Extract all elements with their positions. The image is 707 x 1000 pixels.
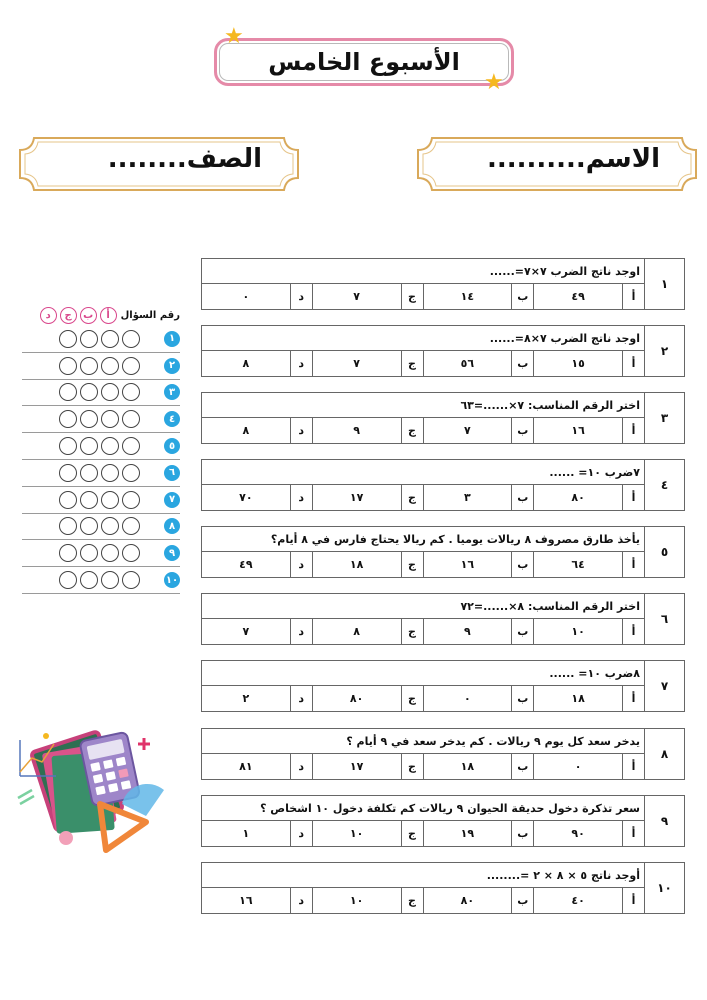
question-block	[201, 526, 685, 578]
option-letter: ب	[511, 351, 533, 376]
question-number: ٥	[644, 527, 684, 577]
answer-option[interactable]	[312, 485, 423, 510]
answer-bubble[interactable]	[122, 544, 140, 562]
answer-sheet-header	[22, 304, 180, 326]
option-letter: د	[290, 686, 312, 711]
answer-bubble[interactable]	[59, 383, 77, 401]
answer-bubble[interactable]	[59, 410, 77, 428]
answer-bubble[interactable]	[101, 410, 119, 428]
answer-bubble[interactable]	[122, 383, 140, 401]
option-value: ١٠	[349, 827, 364, 840]
question-text: ٨ضرب ١٠= ......	[202, 661, 644, 686]
option-value: ١٤	[460, 290, 475, 303]
answer-bubble[interactable]	[122, 330, 140, 348]
answer-option[interactable]	[533, 552, 644, 577]
question-number: ٦	[644, 594, 684, 644]
answer-option[interactable]	[202, 351, 312, 376]
option-value: ١٦	[239, 894, 253, 907]
answer-option[interactable]	[533, 485, 644, 510]
question-block	[201, 325, 685, 377]
answer-option[interactable]	[312, 619, 423, 644]
question-options	[202, 485, 644, 510]
class-field-label: الصف........	[107, 144, 262, 174]
answer-option[interactable]	[533, 754, 644, 779]
answer-sheet-header-label: رقم السؤال	[120, 309, 180, 321]
answer-bubble[interactable]	[122, 491, 140, 509]
answer-option[interactable]	[533, 888, 644, 913]
option-letter: د	[290, 351, 312, 376]
option-letter: د	[290, 821, 312, 846]
option-value: ١٧	[349, 760, 364, 773]
answer-option[interactable]	[533, 619, 644, 644]
question-number-badge: ٥	[164, 438, 180, 454]
option-value: ٤٩	[571, 290, 585, 303]
option-value: ٨	[242, 424, 250, 437]
option-value: ٧	[353, 357, 360, 370]
choice-chip: د	[40, 307, 57, 324]
option-letter: أ	[622, 418, 644, 443]
answer-bubble[interactable]	[122, 410, 140, 428]
answer-option[interactable]	[533, 821, 644, 846]
answer-bubble[interactable]	[80, 464, 98, 482]
option-value: ١٧	[349, 491, 364, 504]
answer-option[interactable]	[533, 686, 644, 711]
option-value: ٨	[242, 357, 250, 370]
answer-sheet-row	[22, 540, 180, 567]
answer-bubble[interactable]	[80, 571, 98, 589]
page-title: الأسبوع الخامس	[268, 48, 460, 76]
answer-bubble[interactable]	[80, 544, 98, 562]
option-value: ٠	[464, 692, 471, 705]
answer-option[interactable]	[533, 418, 644, 443]
question-number: ٧	[644, 661, 684, 711]
answer-sheet-row	[22, 353, 180, 380]
option-letter: ب	[511, 418, 533, 443]
answer-bubble[interactable]	[59, 571, 77, 589]
answer-option[interactable]	[423, 821, 534, 846]
option-value: ٨٠	[571, 491, 585, 504]
answer-option[interactable]	[312, 351, 423, 376]
answer-sheet-row	[22, 433, 180, 460]
option-letter: ج	[401, 821, 423, 846]
answer-bubble[interactable]	[101, 571, 119, 589]
answer-sheet-rows	[22, 326, 180, 594]
choice-chip: ج	[60, 307, 77, 324]
option-letter: د	[290, 418, 312, 443]
plus-icon	[138, 738, 150, 750]
answer-option[interactable]	[423, 686, 534, 711]
option-letter: أ	[622, 552, 644, 577]
question-options	[202, 821, 644, 846]
answer-bubble[interactable]	[80, 517, 98, 535]
option-letter: ج	[401, 552, 423, 577]
answer-bubble[interactable]	[122, 517, 140, 535]
answer-option[interactable]	[202, 619, 312, 644]
question-text: اوجد ناتج الضرب ٧×٨=......	[202, 326, 644, 351]
answer-bubble[interactable]	[80, 330, 98, 348]
option-letter: د	[290, 552, 312, 577]
option-value: ٨٠	[349, 692, 364, 705]
option-letter: ب	[511, 888, 533, 913]
math-tools-illustration	[14, 726, 170, 856]
option-value: ١٠	[571, 625, 585, 638]
question-number-badge: ٤	[164, 411, 180, 427]
option-value: ١٦	[571, 424, 585, 437]
question-options	[202, 284, 644, 309]
answer-bubble[interactable]	[59, 437, 77, 455]
answer-option[interactable]	[423, 888, 534, 913]
option-letter: أ	[622, 686, 644, 711]
option-value: ٥٦	[460, 357, 475, 370]
answer-bubble[interactable]	[101, 437, 119, 455]
option-letter: د	[290, 754, 312, 779]
question-block	[201, 660, 685, 712]
answer-option[interactable]	[312, 821, 423, 846]
answer-bubble[interactable]	[59, 464, 77, 482]
option-letter: ج	[401, 351, 423, 376]
option-value: ٦٤	[571, 558, 585, 571]
option-letter: أ	[622, 821, 644, 846]
answer-option[interactable]	[423, 418, 534, 443]
answer-option[interactable]	[202, 754, 312, 779]
answer-bubble[interactable]	[101, 517, 119, 535]
star-icon: ★	[484, 70, 504, 95]
name-field-label: الاسم..........	[487, 144, 660, 174]
option-letter: أ	[622, 351, 644, 376]
question-number-badge: ٨	[164, 518, 180, 534]
option-letter: ج	[401, 418, 423, 443]
option-value: ٤٩	[239, 558, 253, 571]
question-block	[201, 392, 685, 444]
answer-sheet-row	[22, 487, 180, 514]
answer-option[interactable]	[312, 754, 423, 779]
option-letter: أ	[622, 284, 644, 309]
option-letter: ج	[401, 619, 423, 644]
option-value: ١	[242, 827, 250, 840]
answer-sheet	[22, 304, 180, 594]
answer-bubble[interactable]	[122, 357, 140, 375]
option-value: ١٥	[571, 357, 585, 370]
question-number-badge: ١	[164, 331, 180, 347]
question-text: اختر الرقم المناسب: ٨×......=٧٢	[202, 594, 644, 619]
dot-icon	[43, 733, 49, 739]
answer-option[interactable]	[202, 284, 312, 309]
answer-bubble[interactable]	[101, 491, 119, 509]
choice-chip: ب	[80, 307, 97, 324]
answer-sheet-row	[22, 460, 180, 487]
question-block	[201, 728, 685, 780]
answer-bubble[interactable]	[59, 491, 77, 509]
option-value: ٨	[353, 625, 360, 638]
question-options	[202, 754, 644, 779]
question-block	[201, 795, 685, 847]
answer-bubble[interactable]	[122, 464, 140, 482]
option-letter: ب	[511, 552, 533, 577]
option-letter: أ	[622, 754, 644, 779]
question-number-badge: ٩	[164, 545, 180, 561]
answer-option[interactable]	[533, 351, 644, 376]
answer-option[interactable]	[202, 552, 312, 577]
answer-bubble[interactable]	[101, 357, 119, 375]
question-number-badge: ١٠	[164, 572, 180, 588]
answer-bubble[interactable]	[101, 464, 119, 482]
question-text: سعر تذكرة دخول حديقة الحيوان ٩ ريالات كم تكلفة دخول ١٠ اشخاص ؟	[202, 796, 644, 821]
question-number: ٨	[644, 729, 684, 779]
option-letter: ج	[401, 888, 423, 913]
option-letter: أ	[622, 619, 644, 644]
question-block	[201, 459, 685, 511]
option-letter: د	[290, 284, 312, 309]
question-block	[201, 593, 685, 645]
question-number-badge: ٢	[164, 358, 180, 374]
answer-option[interactable]	[202, 888, 312, 913]
option-letter: ب	[511, 686, 533, 711]
question-number-badge: ٦	[164, 465, 180, 481]
answer-option[interactable]	[423, 351, 534, 376]
answer-bubble[interactable]	[80, 383, 98, 401]
option-value: ٩٠	[571, 827, 585, 840]
answer-option[interactable]	[312, 284, 423, 309]
option-value: ٩	[353, 424, 360, 437]
option-letter: ج	[401, 284, 423, 309]
answer-bubble[interactable]	[59, 544, 77, 562]
answer-bubble[interactable]	[101, 330, 119, 348]
question-text: يدخر سعد كل يوم ٩ ريالات . كم يدخر سعد في ٩ أيام ؟	[202, 729, 644, 754]
answer-bubble[interactable]	[122, 571, 140, 589]
answer-bubble[interactable]	[59, 517, 77, 535]
option-letter: ج	[401, 754, 423, 779]
option-letter: ب	[511, 821, 533, 846]
question-options	[202, 552, 644, 577]
question-number: ٤	[644, 460, 684, 510]
answer-bubble[interactable]	[122, 437, 140, 455]
answer-sheet-row	[22, 406, 180, 433]
answer-sheet-row	[22, 326, 180, 353]
class-banner	[18, 136, 300, 192]
question-number: ٢	[644, 326, 684, 376]
question-options	[202, 888, 644, 913]
option-letter: ب	[511, 284, 533, 309]
title-box	[214, 38, 514, 86]
answer-option[interactable]	[423, 485, 534, 510]
answer-option[interactable]	[312, 686, 423, 711]
option-letter: ج	[401, 686, 423, 711]
answer-option[interactable]	[423, 552, 534, 577]
option-value: ٨٠	[460, 894, 475, 907]
question-number-badge: ٧	[164, 492, 180, 508]
option-letter: ب	[511, 754, 533, 779]
option-value: ١٨	[349, 558, 364, 571]
answer-option[interactable]	[202, 485, 312, 510]
option-value: ٤٠	[571, 894, 585, 907]
option-letter: ب	[511, 619, 533, 644]
answer-bubble[interactable]	[80, 491, 98, 509]
option-value: ١٨	[460, 760, 475, 773]
answer-option[interactable]	[423, 754, 534, 779]
option-value: ٨١	[239, 760, 253, 773]
answer-option[interactable]	[202, 418, 312, 443]
question-options	[202, 686, 644, 711]
star-icon: ★	[224, 24, 244, 49]
option-value: ٧٠	[239, 491, 253, 504]
option-value: ١٩	[460, 827, 475, 840]
answer-option[interactable]	[202, 821, 312, 846]
option-value: ٠	[242, 290, 250, 303]
option-letter: أ	[622, 485, 644, 510]
question-text: أوجد ناتج ٥ × ٨ × ٢ =........	[202, 863, 644, 888]
name-banner	[416, 136, 698, 192]
question-text: ٧ضرب ١٠= ......	[202, 460, 644, 485]
answer-option[interactable]	[423, 284, 534, 309]
option-value: ٣	[464, 491, 471, 504]
answer-option[interactable]	[202, 686, 312, 711]
answer-sheet-row	[22, 380, 180, 407]
answer-option[interactable]	[312, 552, 423, 577]
question-number-badge: ٣	[164, 384, 180, 400]
option-value: ١٠	[349, 894, 364, 907]
option-value: ٩	[464, 625, 471, 638]
answer-sheet-row	[22, 567, 180, 594]
answer-sheet-row	[22, 514, 180, 541]
question-number: ٣	[644, 393, 684, 443]
question-block	[201, 862, 685, 914]
question-options	[202, 418, 644, 443]
option-letter: أ	[622, 888, 644, 913]
answer-option[interactable]	[533, 284, 644, 309]
lines-icon	[18, 790, 34, 804]
question-text: اختر الرقم المناسب: ٧×......=٦٣	[202, 393, 644, 418]
answer-bubble[interactable]	[101, 383, 119, 401]
option-letter: د	[290, 619, 312, 644]
answer-option[interactable]	[312, 888, 423, 913]
answer-bubble[interactable]	[59, 330, 77, 348]
question-number: ١	[644, 259, 684, 309]
option-value: ٠	[574, 760, 582, 773]
answer-bubble[interactable]	[80, 357, 98, 375]
option-letter: ج	[401, 485, 423, 510]
option-value: ١٨	[571, 692, 585, 705]
answer-option[interactable]	[312, 418, 423, 443]
question-number: ١٠	[644, 863, 684, 913]
option-letter: د	[290, 485, 312, 510]
answer-option[interactable]	[423, 619, 534, 644]
option-letter: ب	[511, 485, 533, 510]
choice-chip: أ	[100, 307, 117, 324]
question-number: ٩	[644, 796, 684, 846]
option-value: ٢	[242, 692, 250, 705]
question-options	[202, 619, 644, 644]
option-value: ١٦	[460, 558, 475, 571]
question-options	[202, 351, 644, 376]
option-value: ٧	[464, 424, 471, 437]
answer-bubble[interactable]	[101, 544, 119, 562]
answer-bubble[interactable]	[80, 410, 98, 428]
option-letter: د	[290, 888, 312, 913]
option-value: ٧	[353, 290, 360, 303]
option-value: ٧	[242, 625, 250, 638]
question-block	[201, 258, 685, 310]
answer-bubble[interactable]	[80, 437, 98, 455]
question-text: اوجد ناتج الضرب ٧×٧=......	[202, 259, 644, 284]
question-text: يأخذ طارق مصروف ٨ ريالات يوميا . كم ريالا يحتاج فارس في ٨ أيام؟	[202, 527, 644, 552]
answer-bubble[interactable]	[59, 357, 77, 375]
dot-icon	[59, 831, 73, 845]
